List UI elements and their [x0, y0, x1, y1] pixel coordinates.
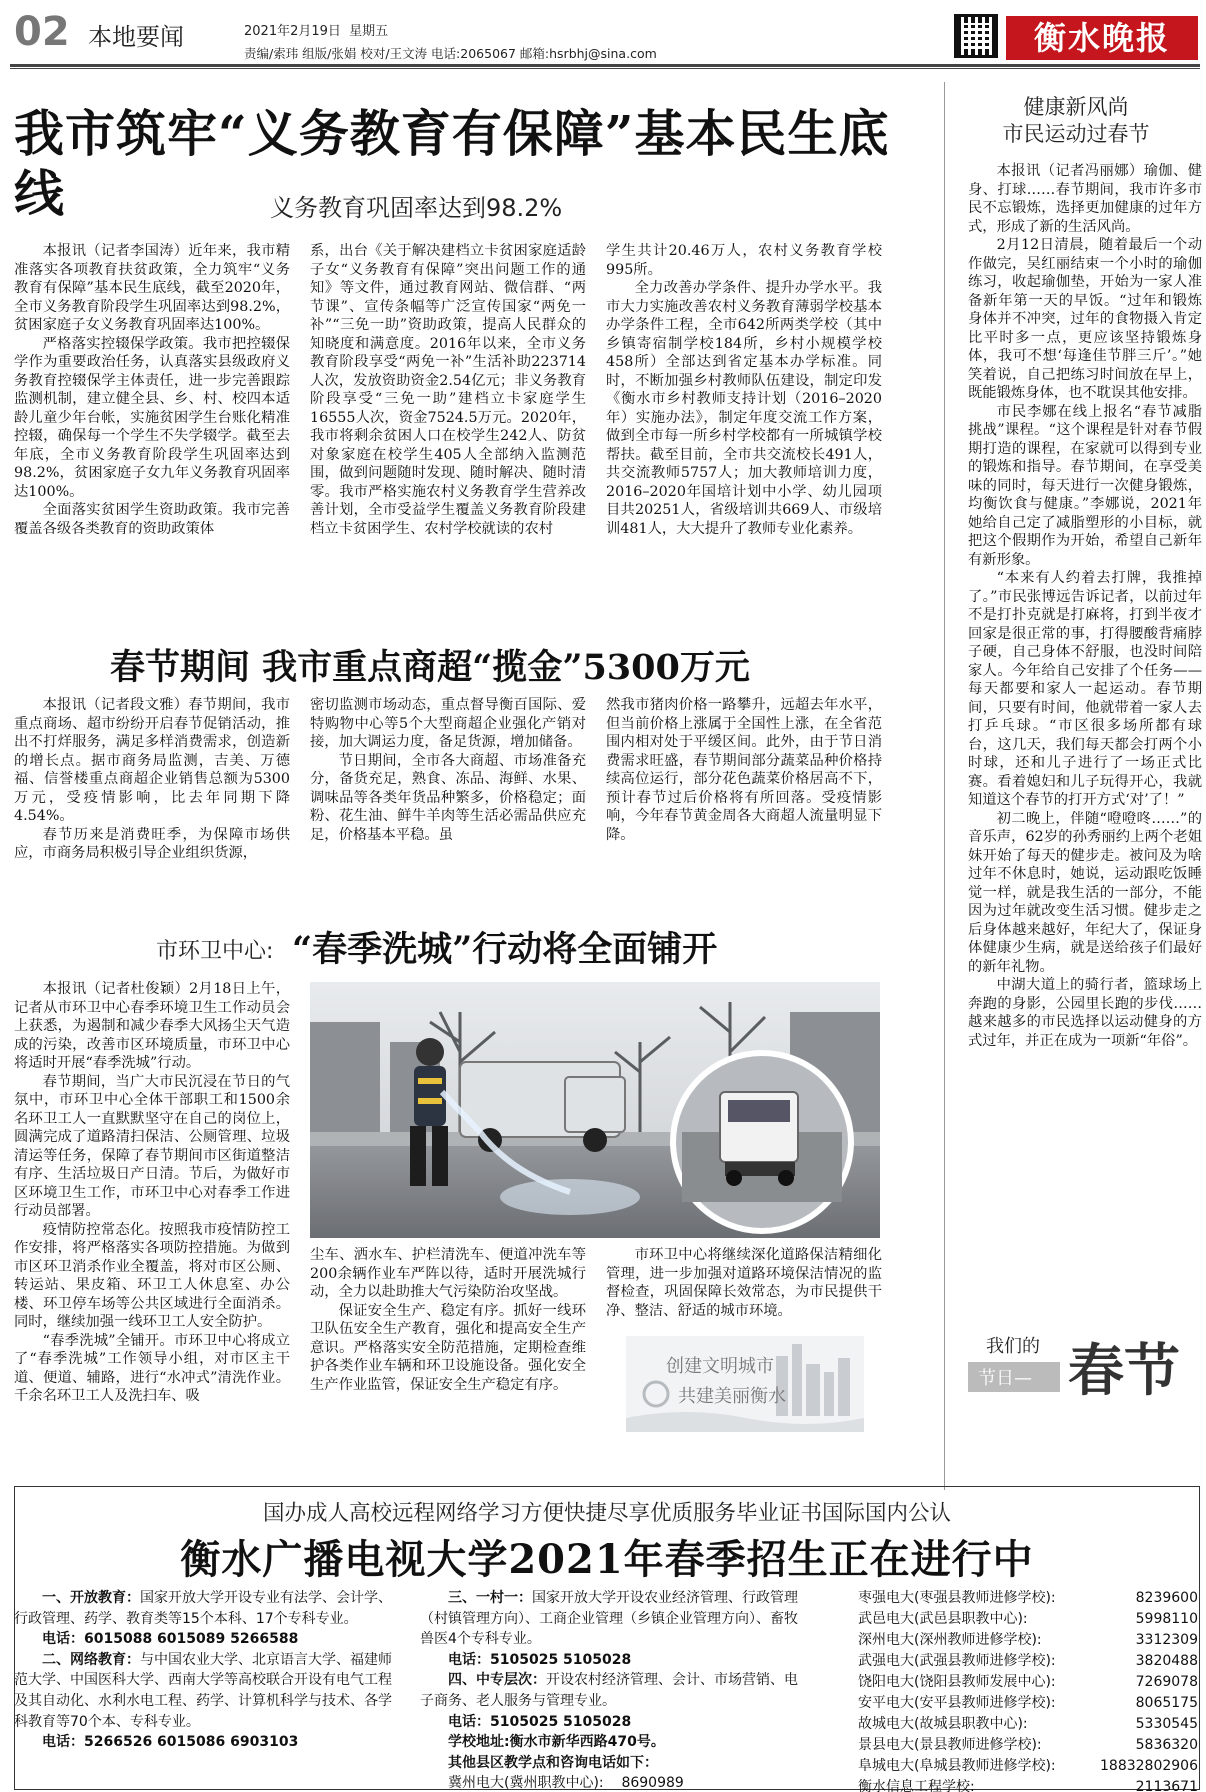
ad-contact-row — [858, 1756, 1198, 1777]
paragraph: 全力改善办学条件、提升办学水平。我市大力实施改善农村义务教育薄弱学校基本办学条件工程，全市642所两类学校（其中乡镇寄宿制学校184所，乡村小规模学校458所）全部达到省定基本办学标准。同时，不断加强乡村教师队伍建设，制定印发《衡水市乡村教师支持计划（2016–2020年）实施办法》，制定年度交流工作方案，做到全市每一所乡村学校都有一所城镇学校帮扶。截至目前，全市共交流校长491人，共交流教师5757人；加大教师培训力度，2016–2020年国培计划中小学、幼儿园项目共20251人，省级培训共669人、市级培训481人，大大提升了教师专业化素养。 — [606, 280, 882, 537]
ad-item-village — [420, 1588, 800, 1650]
paragraph: 初二晚上，伴随“噔噔咚……”的音乐声，62岁的孙秀丽约上两个老姐妹开始了每天的健步走。被问及为啥过年不休息时，她说，运动跟吃饭睡觉一样，就是我生活的一部分，不能因为过年就改变生活习惯。健步走之后身体越来越好，年纪大了，保证身体健康少生病，就是送给孩子们最好的新年礼物。 — [968, 810, 1202, 975]
ad-contact-phone: 18832802906 — [1100, 1758, 1198, 1774]
ad-contact-row — [858, 1777, 1198, 1792]
paragraph: 学生共计20.46万人，农村义务教育学校995所。 — [606, 243, 882, 278]
ad-contact-phone: 8690989 — [621, 1775, 684, 1792]
article3-column-1 — [14, 980, 290, 1438]
paragraph: 本报讯（记者段文雅）春节期间，我市重点商场、超市纷纷开启春节促销活动，推出不打烊服务，满足多样消费需求，创造新的增长点。据市商务局监测，吉美、万德福、信誉楼重点商超企业销售总额为5300万元，受疫情影响，比去年同期下降4.54%。 — [14, 697, 290, 824]
ad-title: 衡水广播电视大学2021年春季招生正在进行中 — [180, 1536, 1034, 1583]
ad-other-centers-heading: 其他县区教学点和咨询电话如下： — [448, 1754, 658, 1771]
ad-item-text: 开设农村经济管理、会计、市场营销、电子商务、老人服务与管理专业。 — [420, 1672, 798, 1709]
issue-weekday: 星期五 — [349, 24, 389, 39]
paragraph: “春季洗城”全铺开。市环卫中心将成立了“春季洗城”工作领导小组，对市区主干道、便道、辅路，进行“水冲式”清洗作业。千余名环卫工人及洗扫车、吸 — [14, 1332, 290, 1404]
article2-headline: 春节期间 我市重点商超“揽金”5300万元 — [110, 647, 750, 688]
civic-slogan-graphic — [626, 1336, 864, 1432]
ad-item-heading: 一、开放教育： — [42, 1590, 140, 1606]
paragraph: 中湖大道上的骑行者，篮球场上奔跑的身影，公园里长跑的步伐……越来越多的市民选择以运动健身的方式过年，并正在成为一项新“年俗”。 — [968, 977, 1202, 1049]
ad-contact-name: 武邑电大(武邑县职教中心): — [858, 1611, 1028, 1627]
article1-column-2 — [310, 242, 586, 594]
ad-item-open-education — [14, 1588, 400, 1629]
column-divider — [944, 82, 945, 1490]
paragraph: 尘车、洒水车、护栏清洗车、便道冲洗车等200余辆作业车严阵以待，适时开展洗城行动，全力以赴助推大气污染防治攻坚战。 — [310, 1247, 586, 1300]
ad-contact-name: 饶阳电大(饶阳县教师发展中心): — [858, 1674, 1056, 1690]
street-cleaning-photo — [310, 982, 880, 1238]
page-number: 02 — [14, 9, 70, 55]
sidebar-headline — [958, 94, 1194, 148]
ad-item-online-education — [14, 1650, 400, 1732]
paragraph: 市民李娜在线上报名“春节减脂挑战”课程。“这个课程是针对春节假期打造的课程，在家就可以得到专业的锻炼和指导。春节期间，在享受美味的同时，每天进行一次健身锻炼，均衡饮食与健康。”李娜说，2021年她给自己定了减脂塑形的小目标，就把这个假期作为开始，希望自己新年有新形象。 — [968, 403, 1202, 568]
section-name: 本地要闻 — [88, 23, 184, 51]
festival-banner-art — [968, 1322, 1198, 1408]
ad-contact-list — [858, 1588, 1198, 1792]
slogan-line-2: 共建美丽衡水 — [678, 1386, 786, 1407]
header-rule — [10, 64, 1200, 67]
paragraph: 严格落实控辍保学政策。我市把控辍保学作为重要政治任务，认真落实县级政府义务教育控辍保学主体责任，进一步完善跟踪监测机制，建立健全县、乡、村、校四本适龄儿童少年台帐，实施贫困学生台账化精准控辍，确保每一个学生不失学辍学。截至去年底，全市义务教育阶段学生巩固率达到98.2%，贫困家庭子女九年义务教育巩固率达100%。 — [14, 335, 290, 500]
city-skyline-icon — [626, 1336, 864, 1432]
ad-contact-phone: 3820488 — [1135, 1653, 1198, 1669]
ad-column-1 — [14, 1588, 400, 1788]
festival-label-2: 节日— — [978, 1368, 1032, 1389]
newspaper-logo: 衡水晚报 — [1006, 16, 1198, 60]
ad-contact-row — [858, 1672, 1198, 1693]
sidebar-article — [968, 162, 1202, 1372]
header-rule-thin — [10, 68, 1200, 69]
ad-contact-row — [858, 1588, 1198, 1609]
ad-contact-name: 故城电大(故城县职教中心): — [858, 1716, 1028, 1732]
ad-contact-phone: 7269078 — [1135, 1674, 1198, 1690]
ad-contact-phone: 5836320 — [1135, 1737, 1198, 1753]
paragraph: 春节历来是消费旺季，为保障市场供应，市商务局积极引导企业组织货源， — [14, 826, 290, 861]
article1-column-3 — [606, 242, 882, 594]
paragraph: 全面落实贫困学生资助政策。我市完善覆盖各级各类教育的资助政策体 — [14, 502, 290, 537]
sidebar-headline-line-2: 市民运动过春节 — [1002, 122, 1150, 146]
ad-contact-name: 枣强电大(枣强县教师进修学校): — [858, 1590, 1056, 1606]
ad-item-secondary — [420, 1670, 800, 1711]
slogan-line-1: 创建文明城市 — [666, 1356, 774, 1377]
ad-contact-phone: 8065175 — [1135, 1695, 1198, 1711]
festival-label-1: 我们的 — [986, 1336, 1040, 1357]
article2-column-2 — [310, 696, 586, 906]
paragraph: 系，出台《关于解决建档立卡贫困家庭适龄子女“义务教育有保障”突出问题工作的通知》等文件，通过教育网站、微信群、“两节课”、宣传条幅等广泛宣传国家“两免一补”“三免一助”资助政策，提高人民群众的知晓度和满意度。2016年以来，全市义务教育阶段享受“两免一补”生活补助223714人次，发放资助资金2.54亿元；非义务教育阶段享受“三免一助”建档立卡家庭学生16555人次，资金7524.5万元。2020年，我市将剩余贫困人口在校学生242人、防贫对象家庭在校学生405人全部纳入监测范围，做到问题随时发现、随时解决、随时清零。我市严格实施农村义务教育学生营养改善计划，全市受益学生覆盖义务教育阶段建档立卡贫困学生、农村学校就读的农村 — [310, 243, 586, 537]
ad-item-heading: 四、中专层次： — [448, 1672, 546, 1689]
article3-headline: “春季洗城”行动将全面铺开 — [292, 929, 718, 970]
ad-phone-line: 电话：5266526 6015086 6903103 — [42, 1734, 299, 1751]
street-cleaning-photo-art — [310, 982, 880, 1238]
paragraph: 市环卫中心将继续深化道路保洁精细化管理，进一步加强对道路环境保洁情况的监督检查，巩固保障长效常态，为市民提供干净、整洁、舒适的城市环境。 — [606, 1247, 882, 1319]
ad-subtitle: 国办成人高校远程网络学习方便快捷尽享优质服务毕业证书国际国内公认 — [262, 1501, 951, 1526]
ad-contact-row — [858, 1630, 1198, 1651]
ad-contact-phone: 5998110 — [1135, 1611, 1198, 1627]
qr-code-icon — [954, 14, 998, 58]
paragraph: 疫情防控常态化。按照我市疫情防控工作安排，将严格落实各项防控措施。为做到市区环卫消杀作业全覆盖，将对市区公厕、转运站、果皮箱、环卫工人休息室、办公楼、环卫停车场等公共区域进行全面消杀。同时，继续加强一线环卫工人安全防护。 — [14, 1221, 290, 1330]
ad-item-heading: 二、网络教育： — [42, 1651, 140, 1668]
ad-contact-name: 安平电大(安平县教师进修学校): — [858, 1695, 1056, 1711]
ad-item-text: 国家开放大学开设专业有法学、会计学、行政管理、药学、教育类等15个本科、17个专科专业。 — [14, 1590, 392, 1627]
ad-column-2 — [420, 1588, 800, 1792]
paragraph: 本报讯（记者杜俊颖）2月18日上午，记者从市环卫中心春季环境卫生工作动员会上获悉，为遏制和减少春季大风扬尘天气造成的污染，改善市区环境质量，市环卫中心将适时开展“春季洗城”行动。 — [14, 981, 290, 1071]
ad-contact-row — [858, 1735, 1198, 1756]
ad-contact-name: 武强电大(武强县教师进修学校): — [858, 1653, 1056, 1669]
ad-phone-line: 电话：6015088 6015089 5266588 — [42, 1631, 299, 1648]
article3-headline-prefix: 市环卫中心: — [156, 939, 274, 964]
article1-subheadline: 义务教育巩固率达到98.2% — [270, 194, 563, 222]
paragraph: 2月12日清晨，随着最后一个动作做完，吴红丽结束一个小时的瑜伽练习，收起瑜伽垫，开始为一家人准备新年第一天的早饭。“过年和锻炼身体并不冲突，过年的食物摄入肯定比平时多一点，更应该坚持锻炼身体，我可不想‘每逢佳节胖三斤’。”她笑着说，自己把练习时间放在早上，既能锻炼身体，也不耽误其他安排。 — [968, 237, 1202, 401]
ad-school-address: 学校地址:衡水市新华西路470号。 — [448, 1734, 665, 1751]
festival-banner — [968, 1322, 1198, 1408]
ad-contact-name: 衡水信息工程学校: — [858, 1779, 975, 1792]
ad-contact-row — [858, 1714, 1198, 1735]
ad-contact-phone: 8239600 — [1135, 1590, 1198, 1606]
ad-phone-line: 电话：5105025 5105028 — [448, 1651, 632, 1668]
ad-contact-phone: 5330545 — [1135, 1716, 1198, 1732]
editor-line: 责编/索玮 组版/张娟 校对/王文涛 电话:2065067 邮箱:hsrbhj@sina.com — [244, 46, 657, 61]
paragraph: “本来有人约着去打牌，我推掉了。”市民张博远告诉记者，以前过年不是打扑克就是打麻将，打到半夜才回家是很正常的事，打得腰酸背痛脖子硬，自己身体不舒服，也没时间陪家人。今年给自己安排了个任务——每天都要和家人一起运动。春节期间，只要有时间，他就带着一家人去打乒乓球。“市区很多场所都有球台，这几天，我们每天都会打两个小时球，还和儿子进行了一场正式比赛。看着媳妇和儿子玩得开心，我就知道这个春节的打开方式‘对’了！” — [968, 570, 1202, 808]
paragraph: 然我市猪肉价格一路攀升，远超去年水平，但当前价格上涨属于全国性上涨，在全省范围内相对处于平缓区间。此外，由于节日消费需求旺盛，春节期间部分蔬菜品种价格持续高位运行，部分花色蔬菜价格居高不下，预计春节过后价格将有所回落。受疫情影响，今年春节黄金周各大商超人流量明显下降。 — [606, 697, 882, 843]
ad-contact-first — [420, 1773, 800, 1792]
issue-date-line — [244, 20, 388, 39]
article1-column-1 — [14, 242, 290, 594]
ad-contact-phone: 3312309 — [1135, 1632, 1198, 1648]
ad-item-text: 与中国农业大学、北京语言大学、福建师范大学、中国医科大学、西南大学等高校联合开设有电气工程及其自动化、水利水电工程、药学、计算机科学与技术、各学科教育等70个本、专科专业。 — [14, 1651, 392, 1730]
ad-contact-name: 景县电大(景县教师进修学校): — [858, 1737, 1042, 1753]
article3-column-2 — [310, 1246, 586, 1442]
ad-contact-row — [858, 1693, 1198, 1714]
ad-item-text: 国家开放大学开设农业经济管理、行政管理（村镇管理方向）、工商企业管理（乡镇企业管理方向）、畜牧兽医4个专科专业。 — [420, 1590, 798, 1648]
sidebar-headline-line-1: 健康新风尚 — [1023, 95, 1129, 119]
article3-column-3 — [606, 1246, 882, 1332]
ad-contact-row — [858, 1651, 1198, 1672]
ad-contact-name: 冀州电大(冀州职教中心): — [448, 1775, 604, 1792]
ad-contact-name: 深州电大(深州教师进修学校): — [858, 1632, 1042, 1648]
paragraph: 本报讯（记者李国涛）近年来，我市精准落实各项教育扶贫政策，全力筑牢“义务教育有保障”基本民生底线，截至2020年，全市义务教育阶段学生巩固率达到98.2%，贫困家庭子女义务教育巩固率达100%。 — [14, 243, 290, 333]
ad-contact-phone: 2113671 — [1135, 1779, 1198, 1792]
paragraph: 节日期间，全市各大商超、市场准备充分，备货充足，熟食、冻品、海鲜、水果、调味品等各类年货品种繁多，价格稳定；面粉、花生油、鲜牛羊肉等生活必需品供应充足，价格基本平稳。虽 — [310, 752, 586, 843]
issue-date: 2021年2月19日 — [244, 24, 341, 39]
article2-column-1 — [14, 696, 290, 906]
festival-title: 春节 — [1068, 1338, 1180, 1404]
paragraph: 本报讯（记者冯丽娜）瑜伽、健身、打球……春节期间，我市许多市民不忘锻炼，选择更加健康的过年方式，形成了新的生活风尚。 — [968, 163, 1202, 235]
paragraph: 保证安全生产、稳定有序。抓好一线环卫队伍安全生产教育，强化和提高安全生产意识。严格落实安全防范措施，定期检查维护各类作业车辆和环卫设施设备。强化安全生产作业监管，保证安全生产稳定有序。 — [310, 1302, 586, 1393]
article2-column-3 — [606, 696, 882, 906]
ad-contact-name: 阜城电大(阜城县教师进修学校): — [858, 1758, 1056, 1774]
article1-headline: 我市筑牢“义务教育有保障”基本民生底线 — [14, 104, 890, 223]
ad-phone-line: 电话：5105025 5105028 — [448, 1713, 632, 1730]
paragraph: 春节期间，当广大市民沉浸在节日的气氛中，市环卫中心全体干部职工和1500余名环卫工人一直默默坚守在自己的岗位上，圆满完成了道路清扫保洁、公厕管理、垃圾清运等任务，保障了春节期间市区街道整洁有序、生活垃圾日产日清。节后，为做好市区环境卫生工作，市环卫中心对春季工作进行动员部署。 — [14, 1073, 290, 1219]
paragraph: 密切监测市场动态，重点督导衡百国际、爱特购物中心等5个大型商超企业强化产销对接，加大调运力度，备足货源，增加储备。 — [310, 697, 586, 750]
ad-contact-row — [858, 1609, 1198, 1630]
ad-item-heading: 三、一村一： — [448, 1590, 532, 1606]
